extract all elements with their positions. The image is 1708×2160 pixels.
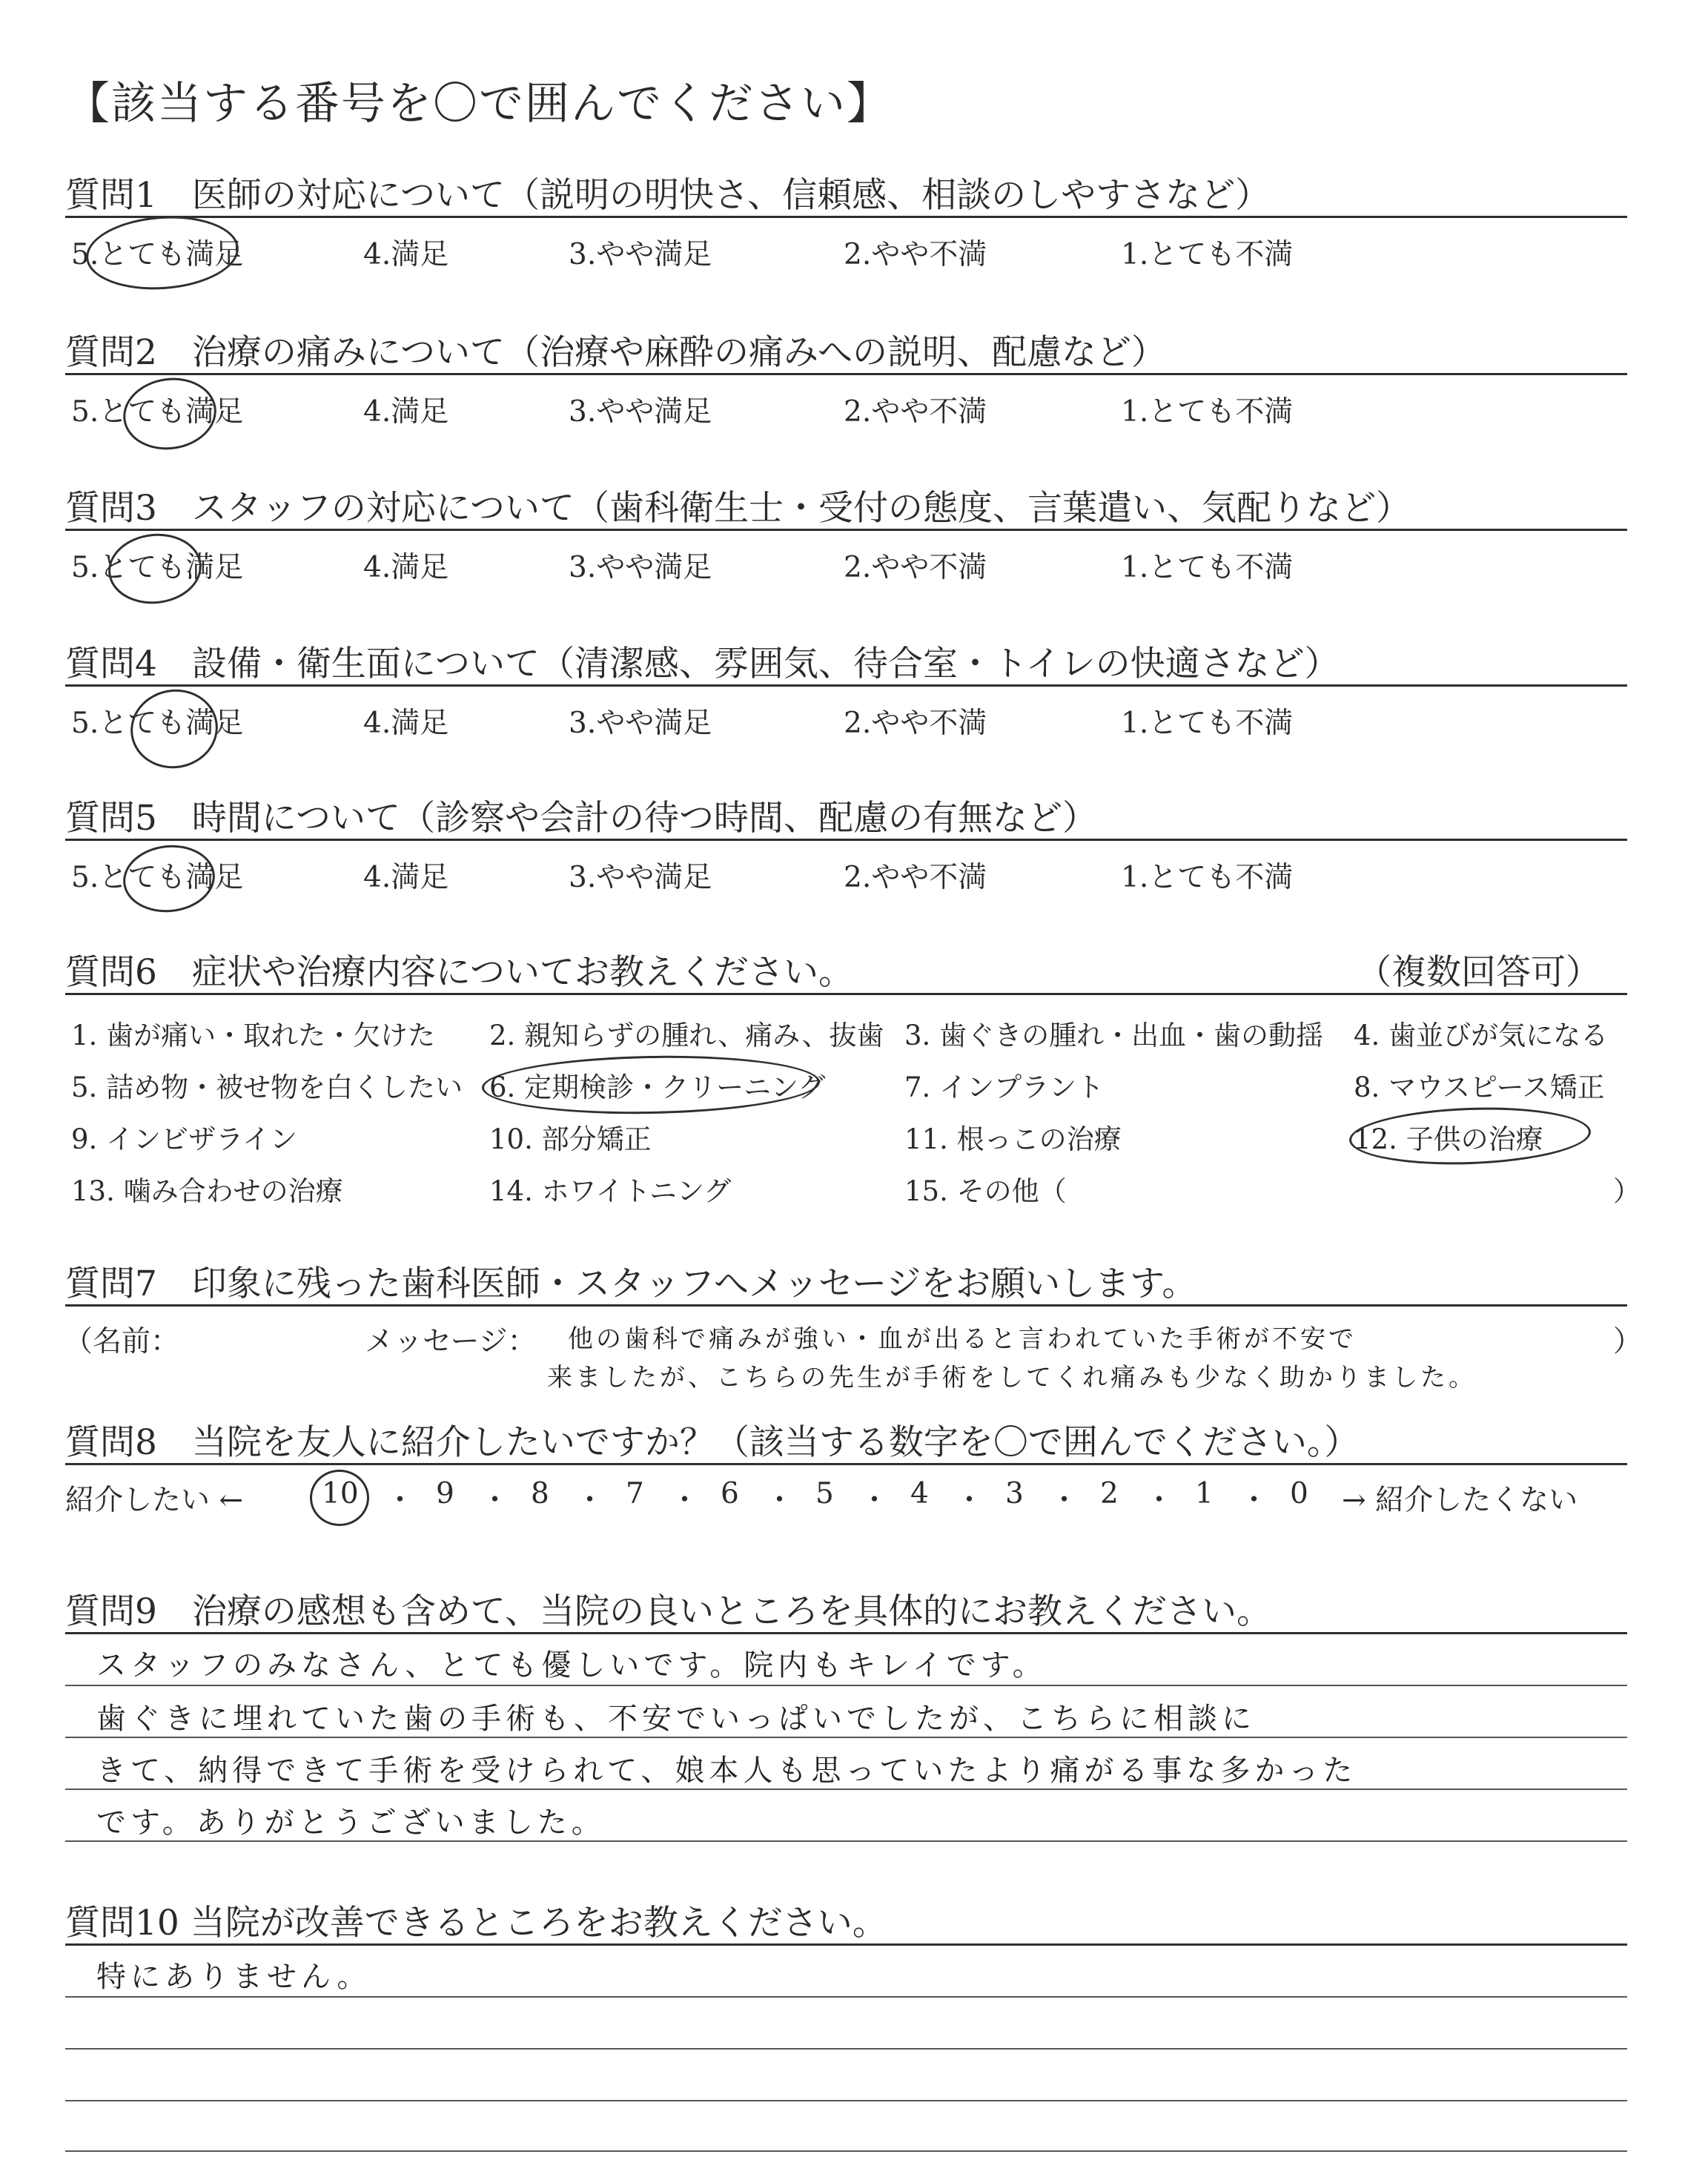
question-10-rule: [65, 1943, 1627, 1946]
q6-option-12[interactable]: 12. 子供の治療: [1354, 1123, 1543, 1155]
question-2-rule: [65, 373, 1627, 375]
q8-scale-0[interactable]: 0: [1290, 1477, 1308, 1510]
q3-option-3[interactable]: 3.やや満足: [569, 551, 712, 584]
q9-line-4: [65, 1840, 1627, 1842]
question-5-rule: [65, 839, 1627, 841]
question-4-label: 質問4 設備・衛生面について（清潔感、雰囲気、待合室・トイレの快適さなど）: [65, 644, 1340, 684]
q6-option-6-selection-circle: [481, 1053, 820, 1117]
q10-line-1: [65, 1996, 1627, 1998]
q8-dot-9: ・: [1145, 1484, 1174, 1517]
q8-dot-7: ・: [955, 1484, 984, 1517]
q8-scale-9[interactable]: 9: [436, 1477, 454, 1510]
question-1-label: 質問1 医師の対応について（説明の明快さ、信頼感、相談のしやすさなど）: [65, 175, 1271, 216]
q8-dot-1: ・: [385, 1484, 415, 1517]
question-3-label: 質問3 スタッフの対応について（歯科衛生士・受付の態度、言葉遣い、気配りなど）: [65, 488, 1411, 529]
q8-scale-7[interactable]: 7: [626, 1477, 644, 1510]
question-8-rule: [65, 1463, 1627, 1465]
q10-line-2: [65, 2048, 1627, 2050]
q3-option-5[interactable]: 5.とても満足: [71, 551, 244, 584]
question-6-label: 質問6 症状や治療内容についてお教えください。: [65, 952, 853, 993]
q9-line-2: [65, 1737, 1627, 1738]
q5-option-4[interactable]: 4.満足: [363, 861, 449, 894]
q8-dot-2: ・: [480, 1484, 510, 1517]
q2-option-4[interactable]: 4.満足: [363, 395, 449, 429]
q6-option-3[interactable]: 3. 歯ぐきの腫れ・出血・歯の動揺: [904, 1020, 1324, 1051]
q6-option-5[interactable]: 5. 詰め物・被せ物を白くしたい: [71, 1071, 463, 1103]
question-6-rule: [65, 993, 1627, 995]
question-7-label: 質問7 印象に残った歯科医師・スタッフへメッセージをお願いします。: [65, 1264, 1197, 1304]
q9-answer-line-4: です。ありがとうございました。: [96, 1806, 606, 1840]
q1-selection-circle: [84, 211, 241, 294]
q3-option-4[interactable]: 4.満足: [363, 551, 449, 584]
q2-selection-circle: [119, 372, 221, 456]
q7-message-line-2: 来ましたが、こちらの先生が手術をしてくれ痛みも少なく助かりました。: [547, 1363, 1477, 1393]
q7-name-label: （名前：: [64, 1325, 180, 1358]
q5-option-3[interactable]: 3.やや満足: [569, 861, 712, 894]
q5-selection-circle: [120, 841, 219, 916]
question-9-rule: [65, 1632, 1627, 1634]
q4-option-4[interactable]: 4.満足: [363, 707, 449, 740]
q8-right-label: → 紹介したくない: [1342, 1484, 1578, 1517]
q2-option-1[interactable]: 1.とても不満: [1121, 395, 1294, 429]
question-9-label: 質問9 治療の感想も含めて、当院の良いところを具体的にお教えください。: [65, 1591, 1271, 1632]
q6-option-9[interactable]: 9. インビザライン: [71, 1123, 297, 1155]
q3-selection-circle: [105, 529, 205, 609]
q7-close-paren: ）: [1613, 1325, 1643, 1358]
q10-answer: 特にありません。: [96, 1960, 371, 1994]
question-6-multiple-note: （複数回答可）: [1357, 952, 1601, 993]
q9-answer-line-1: スタッフのみなさん、とても優しいです。院内もキレイです。: [96, 1648, 1047, 1682]
q5-option-2[interactable]: 2.やや不満: [844, 861, 987, 894]
q6-option-4[interactable]: 4. 歯並びが気になる: [1354, 1020, 1609, 1051]
q8-scale-5[interactable]: 5: [815, 1477, 834, 1510]
q3-option-1[interactable]: 1.とても不満: [1121, 551, 1294, 584]
q5-option-1[interactable]: 1.とても不満: [1121, 861, 1294, 894]
q1-option-5[interactable]: 5.とても満足: [71, 238, 244, 271]
q2-option-3[interactable]: 3.やや満足: [569, 395, 712, 429]
q8-scale-1[interactable]: 1: [1195, 1477, 1214, 1510]
q8-scale-8[interactable]: 8: [531, 1477, 549, 1510]
q4-selection-circle: [125, 683, 225, 776]
q6-option-7[interactable]: 7. インプラント: [904, 1071, 1105, 1103]
q10-line-3: [65, 2100, 1627, 2101]
q1-option-4[interactable]: 4.満足: [363, 238, 449, 271]
q6-option-14[interactable]: 14. ホワイトニング: [489, 1175, 732, 1207]
q8-scale-2[interactable]: 2: [1100, 1477, 1119, 1510]
question-7-rule: [65, 1304, 1627, 1307]
question-8-label: 質問8 当院を友人に紹介したいですか？（該当する数字を〇で囲んでください。）: [65, 1422, 1360, 1463]
q5-option-5[interactable]: 5.とても満足: [71, 861, 244, 894]
q4-option-1[interactable]: 1.とても不満: [1121, 707, 1294, 740]
q8-scale-6[interactable]: 6: [721, 1477, 739, 1510]
q8-scale-10[interactable]: 10: [322, 1477, 359, 1510]
q6-option-8[interactable]: 8. マウスピース矯正: [1354, 1071, 1605, 1103]
q8-dot-8: ・: [1050, 1484, 1079, 1517]
q9-line-1: [65, 1685, 1627, 1686]
q4-option-2[interactable]: 2.やや不満: [844, 707, 987, 740]
q3-option-2[interactable]: 2.やや不満: [844, 551, 987, 584]
q1-option-3[interactable]: 3.やや満足: [569, 238, 712, 271]
question-3-rule: [65, 529, 1627, 531]
q8-dot-10: ・: [1239, 1484, 1269, 1517]
q1-option-1[interactable]: 1.とても不満: [1121, 238, 1294, 271]
q4-option-5[interactable]: 5.とても満足: [71, 707, 244, 740]
question-2-label: 質問2 治療の痛みについて（治療や麻酔の痛みへの説明、配慮など）: [65, 332, 1167, 373]
q6-option-1[interactable]: 1. 歯が痛い・取れた・欠けた: [71, 1020, 436, 1051]
q9-answer-line-2: 歯ぐきに埋れていた歯の手術も、不安でいっぱいでしたが、こちらに相談に: [96, 1702, 1256, 1736]
q2-option-2[interactable]: 2.やや不満: [844, 395, 987, 429]
q6-option-15-close: ）: [1613, 1175, 1641, 1207]
q6-option-11[interactable]: 11. 根っこの治療: [904, 1123, 1122, 1155]
q4-option-3[interactable]: 3.やや満足: [569, 707, 712, 740]
question-1-rule: [65, 216, 1627, 218]
q6-option-2[interactable]: 2. 親知らずの腫れ、痛み、抜歯: [489, 1020, 884, 1051]
question-4-rule: [65, 684, 1627, 687]
q6-option-15[interactable]: 15. その他（: [904, 1175, 1067, 1207]
q7-message-label: メッセージ：: [365, 1325, 537, 1358]
q8-dot-5: ・: [765, 1484, 795, 1517]
question-10-label: 質問10 当院が改善できるところをお教えください。: [65, 1903, 887, 1943]
q8-dot-6: ・: [860, 1484, 890, 1517]
q7-message-line-1: 他の歯科で痛みが強い・血が出ると言われていた手術が不安で: [568, 1324, 1357, 1354]
q8-dot-4: ・: [670, 1484, 700, 1517]
q8-scale-3[interactable]: 3: [1005, 1477, 1024, 1510]
q10-line-4: [65, 2150, 1627, 2152]
q6-option-12-selection-circle: [1348, 1103, 1592, 1168]
form-title: 【該当する番号を〇で囲んでください】: [65, 78, 893, 130]
q6-option-13[interactable]: 13. 噛み合わせの治療: [71, 1175, 343, 1207]
q8-selection-circle: [310, 1470, 369, 1526]
q6-option-6[interactable]: 6. 定期検診・クリーニング: [489, 1071, 826, 1103]
q8-scale-4[interactable]: 4: [910, 1477, 929, 1510]
q2-option-5[interactable]: 5.とても満足: [71, 395, 244, 429]
question-5-label: 質問5 時間について（診察や会計の待つ時間、配慮の有無など）: [65, 798, 1097, 839]
q6-option-10[interactable]: 10. 部分矯正: [489, 1123, 652, 1155]
q8-dot-3: ・: [575, 1484, 605, 1517]
q1-option-2[interactable]: 2.やや不満: [844, 238, 987, 271]
q9-answer-line-3: きて、納得できて手術を受けられて、娘本人も思っていたより痛がる事な多かった: [96, 1754, 1357, 1788]
q9-line-3: [65, 1789, 1627, 1790]
q8-left-label: 紹介したい ←: [65, 1484, 244, 1517]
